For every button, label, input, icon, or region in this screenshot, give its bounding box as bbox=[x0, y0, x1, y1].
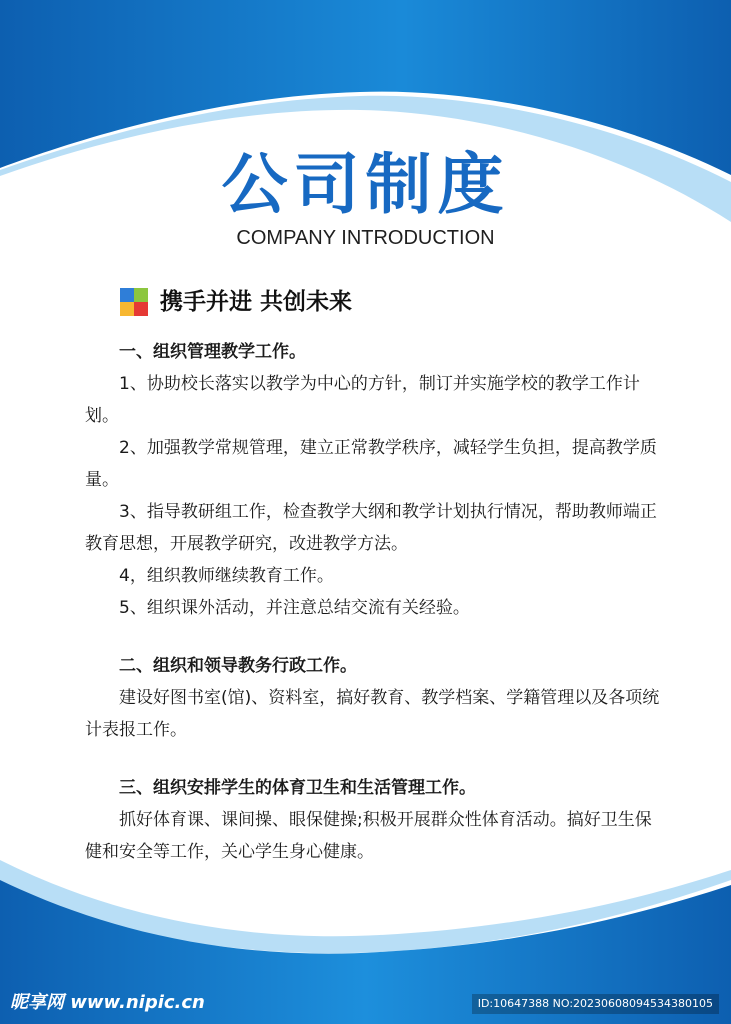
slogan: 携手并进 共创未来 bbox=[160, 289, 353, 315]
section-paragraph: 4，组织教师继续教育工作。 bbox=[119, 566, 334, 586]
logo-red-square bbox=[134, 302, 148, 316]
page-subtitle: COMPANY INTRODUCTION bbox=[236, 227, 495, 249]
logo-blue-square bbox=[120, 288, 134, 302]
watermark-site: 昵享网 www.nipic.cn bbox=[10, 992, 205, 1013]
color-squares-logo-icon bbox=[120, 288, 148, 316]
section-paragraph: 5、组织课外活动，并注意总结交流有关经验。 bbox=[119, 598, 470, 618]
section-paragraph: 1、协助校长落实以教学为中心的方针，制订并实施学校的教学工作计划。 bbox=[85, 374, 640, 426]
section-heading: 三、组织安排学生的体育卫生和生活管理工作。 bbox=[119, 778, 476, 798]
page-title: 公司制度 bbox=[221, 146, 510, 223]
logo-green-square bbox=[134, 288, 148, 302]
logo-yellow-square bbox=[120, 302, 134, 316]
section-paragraph: 建设好图书室(馆)、资料室，搞好教育、教学档案、学籍管理以及各项统计表报工作。 bbox=[85, 688, 660, 740]
watermark-id: ID:10647388 NO:20230608094534380105 bbox=[472, 994, 719, 1014]
section-heading: 一、组织管理教学工作。 bbox=[119, 342, 306, 362]
section-paragraph: 3、指导教研组工作，检查教学大纲和教学计划执行情况，帮助教师端正教育思想，开展教学研究，改进教学方法。 bbox=[85, 502, 657, 554]
policy-content bbox=[85, 336, 665, 868]
section-heading: 二、组织和领导教务行政工作。 bbox=[119, 656, 357, 676]
section-paragraph: 抓好体育课、课间操、眼保健操;积极开展群众性体育活动。搞好卫生保健和安全等工作，关心学生身心健康。 bbox=[85, 810, 652, 862]
section-paragraph: 2、加强教学常规管理，建立正常教学秩序，减轻学生负担，提高教学质量。 bbox=[85, 438, 657, 490]
